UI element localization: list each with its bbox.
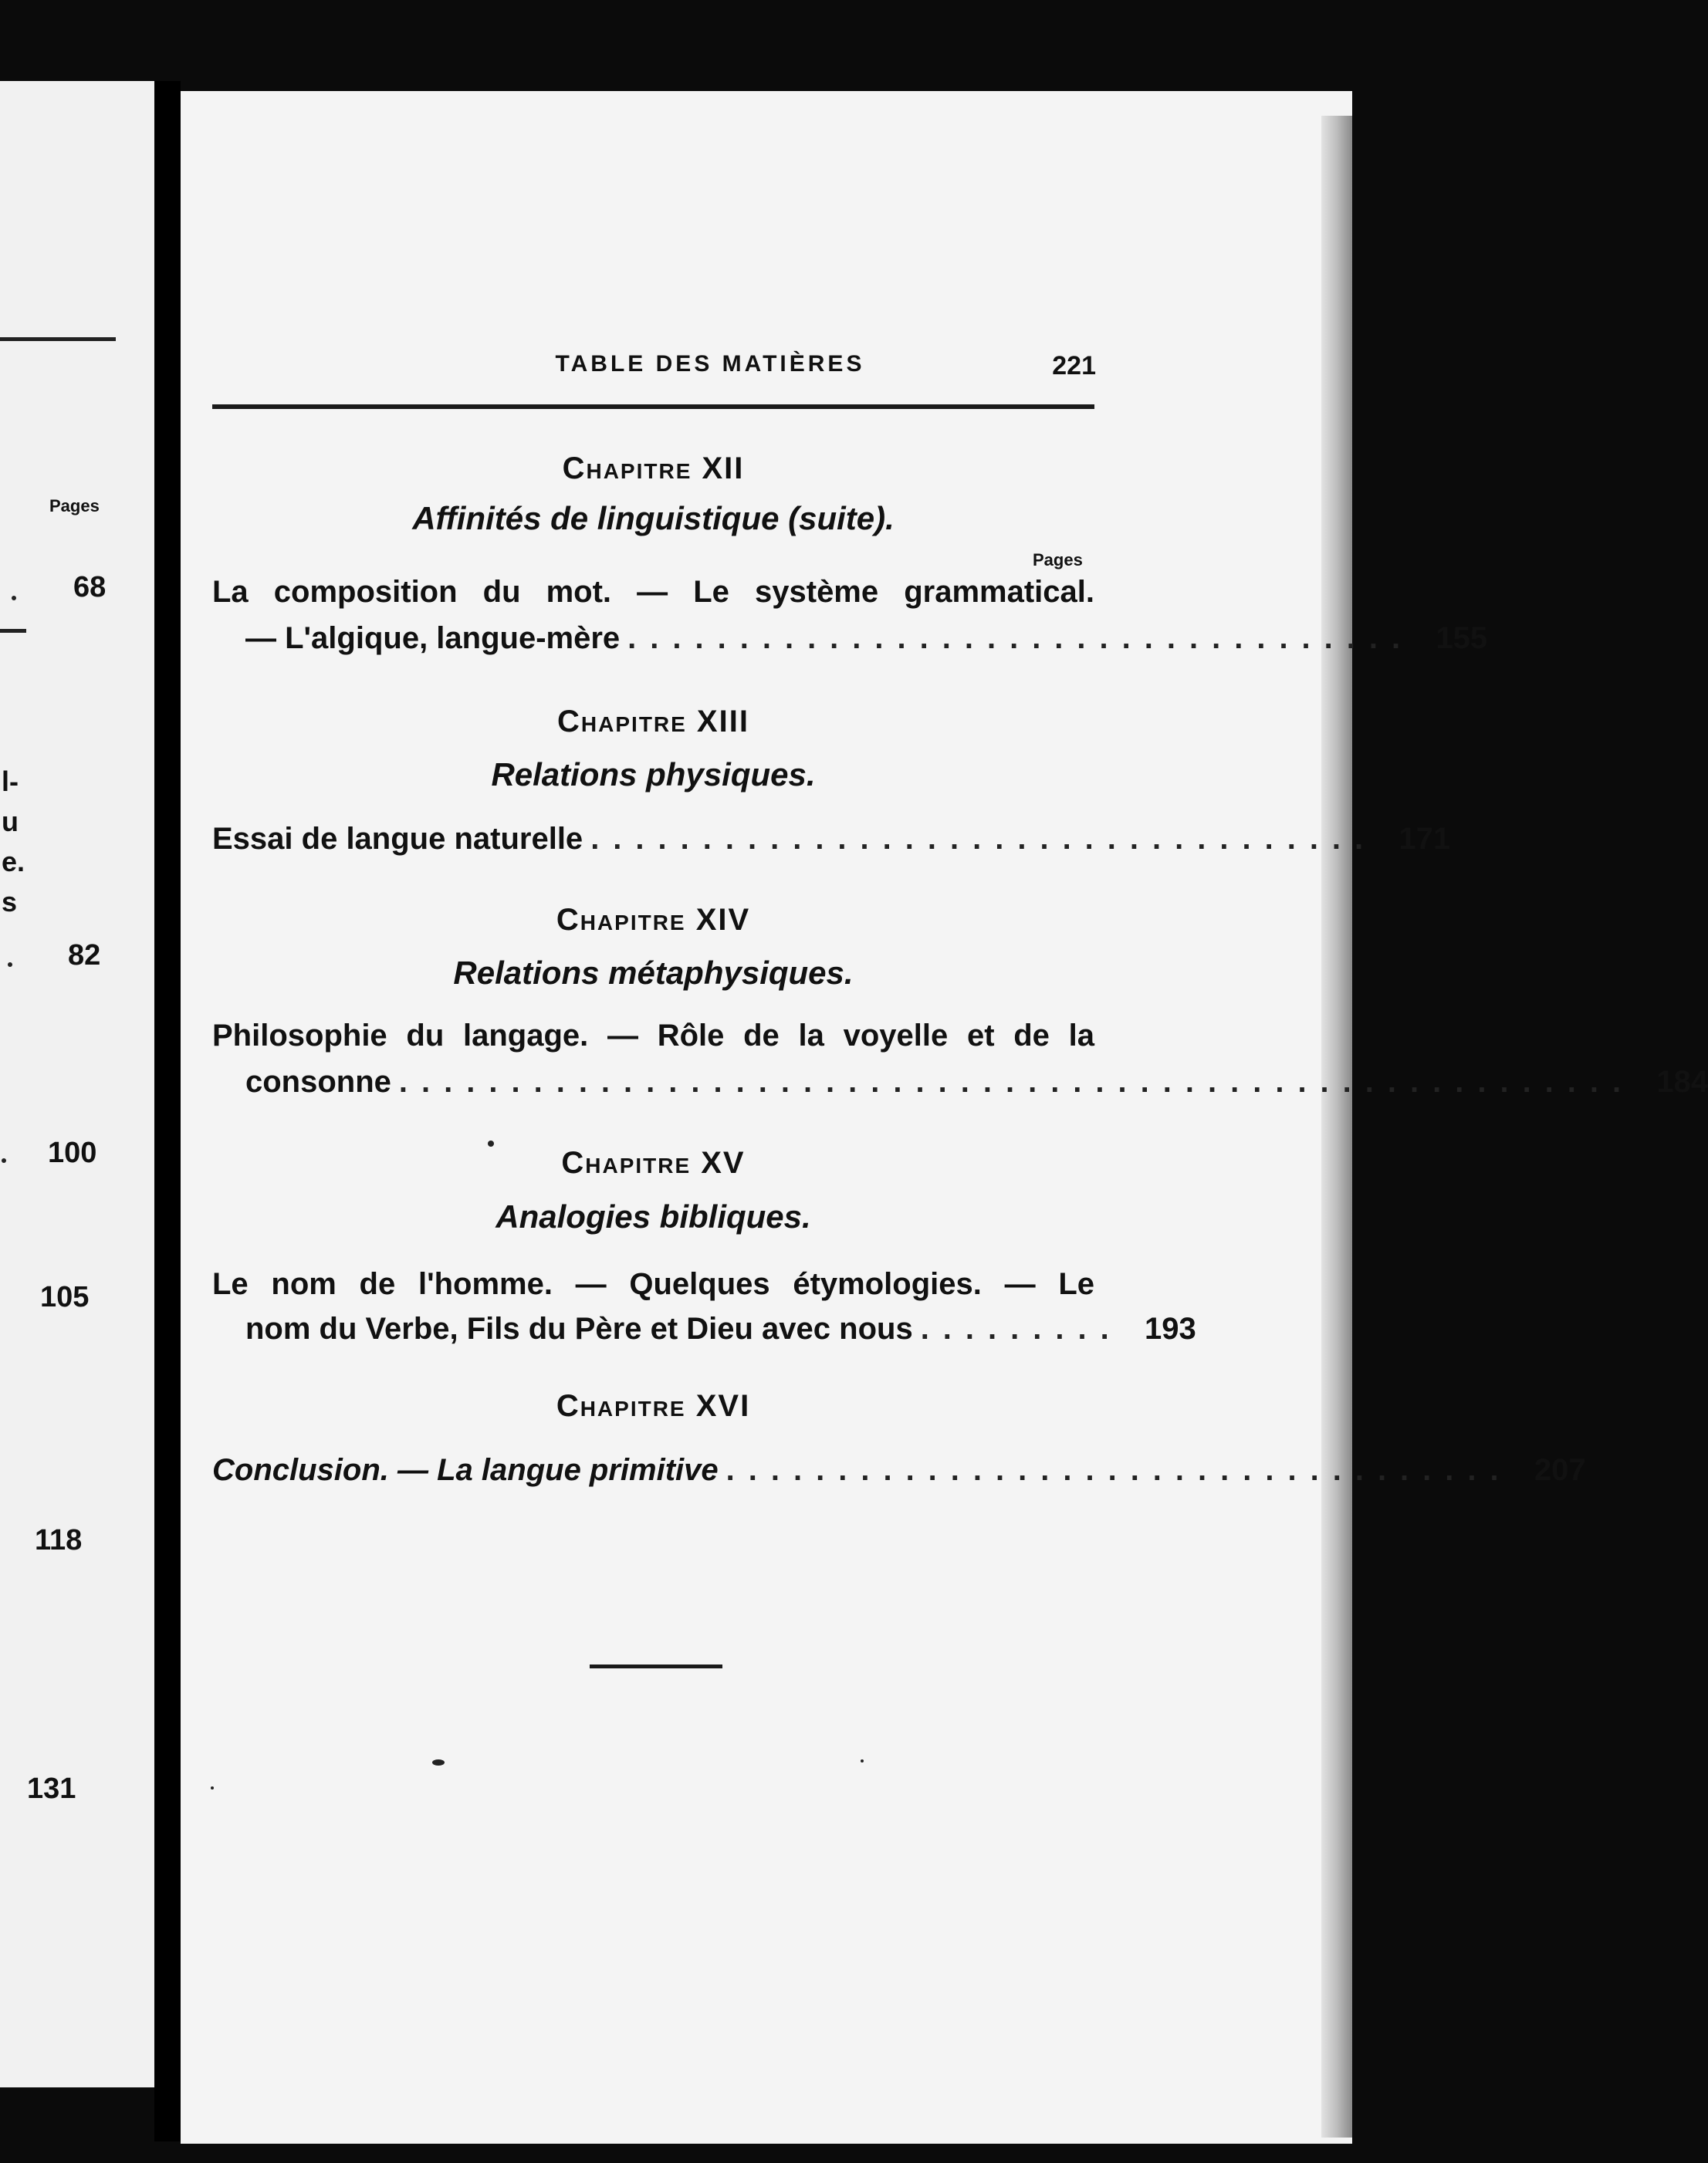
chapter-subtitle: Relations métaphysiques. [453, 955, 854, 991]
dot-leader: ................................... [590, 822, 1378, 856]
toc-entry [245, 621, 1488, 667]
left-page-rule [0, 337, 116, 341]
chapter-subtitle: Analogies bibliques. [495, 1198, 811, 1235]
dot-leader: ................................... [627, 621, 1415, 655]
chapter-heading: Chapitre XII [562, 451, 745, 485]
entry-line: La composition du mot. — Le système grammatical. [212, 575, 1094, 609]
chapter-subtitle: Relations physiques. [491, 756, 816, 793]
left-page-number: 100 [48, 1137, 97, 1169]
scan-speck [861, 1759, 864, 1763]
left-page-number: 82 [68, 939, 101, 972]
entry-page: 193 [1144, 1312, 1196, 1346]
text-fragment: u [2, 806, 19, 837]
left-page-number: 118 [35, 1524, 83, 1556]
chapter-heading: Chapitre XVI [556, 1389, 751, 1423]
text-fragment: e. [2, 846, 25, 877]
left-pages-label: Pages [49, 496, 100, 515]
end-rule [590, 1664, 722, 1668]
left-page-number: 105 [40, 1281, 90, 1313]
entry-page: 155 [1436, 621, 1488, 655]
header-rule [212, 404, 1094, 409]
chapter-heading: Chapitre XIII [557, 705, 749, 738]
entry-page: 207 [1534, 1453, 1586, 1487]
toc-entry [212, 822, 1451, 868]
chapter-heading: Chapitre XIV [556, 903, 751, 937]
entry-line: consonne [245, 1065, 391, 1099]
entry-line: Conclusion. — La langue primitive [212, 1453, 719, 1487]
pages-label: Pages [1033, 550, 1083, 569]
scan-speck [211, 1786, 214, 1790]
scan-speck [488, 1141, 494, 1147]
page-number: 221 [1052, 351, 1096, 380]
toc-entry [212, 1453, 1586, 1499]
entry-line: Philosophie du langage. — Rôle de la voyelle et de la [212, 1019, 1094, 1053]
left-page-rule-short [0, 629, 26, 633]
page-edge-shadow [1321, 116, 1352, 2138]
entry-line: — L'algique, langue-mère [245, 621, 621, 655]
right-page [181, 91, 1352, 2144]
chapter-heading: Chapitre XV [561, 1146, 746, 1180]
left-page-number: 131 [27, 1773, 76, 1805]
entry-line: Le nom de l'homme. — Quelques étymologies. — Le [212, 1267, 1094, 1301]
entry-page: 171 [1399, 822, 1451, 856]
chapter-subtitle: Affinités de linguistique (suite). [412, 500, 895, 536]
leader-dot [2, 1158, 6, 1163]
toc-entry [245, 1312, 1196, 1358]
toc-entry [245, 1065, 1708, 1111]
running-head: TABLE DES MATIÈRES [555, 351, 865, 377]
scan-speck [432, 1759, 445, 1766]
dot-leader: ......... [920, 1312, 1123, 1346]
text-fragment: l- [2, 765, 19, 797]
left-page [0, 81, 154, 2087]
book-gutter [154, 81, 181, 2141]
dot-leader: ................................... [725, 1453, 1513, 1487]
leader-dot [12, 596, 16, 600]
dot-leader: ....................................................... [398, 1065, 1635, 1099]
entry-line: nom du Verbe, Fils du Père et Dieu avec nous [245, 1312, 913, 1346]
text-fragment: s [2, 886, 18, 918]
leader-dot [8, 962, 12, 967]
entry-page: 184 [1656, 1065, 1708, 1099]
entry-line: Essai de langue naturelle [212, 822, 583, 856]
left-page-number: 68 [73, 571, 107, 603]
